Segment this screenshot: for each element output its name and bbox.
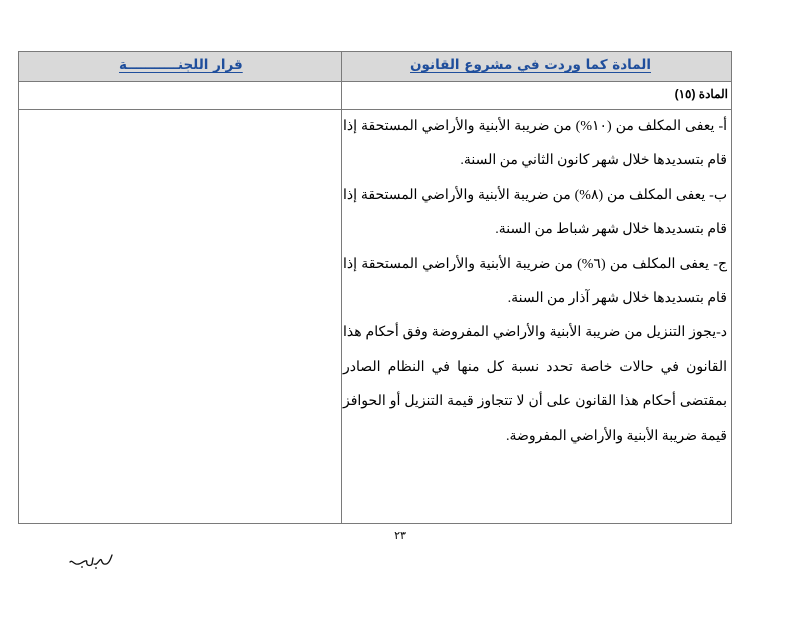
clause-b: ب- يعفى المكلف من (٨%) من ضريبة الأبنية والأراضي المستحقة إذا قام بتسديدها خلال شهر شباط من السنة. — [343, 187, 728, 238]
header-law-article: المادة كما وردت في مشروع القانون — [410, 57, 651, 73]
table-header-row — [19, 52, 731, 82]
comparison-table — [18, 51, 732, 524]
clause-d: د-يجوز التنزيل من ضريبة الأبنية والأراضي المفروضة وفق أحكام هذا القانون في حالات خاصة تحدد نسبة كل منها في النظام الصادر بمقتضى أحكام هذا القانون على أن لا تتجاوز قيمة التنزيل أو الحوافز قيمة ضريبة الأبنية والأراضي المفروضة. — [343, 325, 727, 444]
column-divider — [341, 52, 342, 523]
clause-c: ج- يعفى المكلف من (٦%) من ضريبة الأبنية والأراضي المستحقة إذا قام بتسديدها خلال شهر آذار من السنة. — [343, 256, 727, 307]
handwritten-signature — [66, 549, 116, 571]
page-number: ٢٣ — [394, 529, 406, 542]
article-title-row — [19, 82, 731, 110]
article-body-cell — [343, 110, 727, 454]
article-title: المادة (١٥) — [674, 87, 728, 101]
header-committee-decision: قرار اللجنـــــــــــة — [119, 57, 243, 73]
committee-decision-cell — [19, 110, 339, 520]
clause-a: أ- يعفى المكلف من (١٠%) من ضريبة الأبنية والأراضي المستحقة إذا قام بتسديدها خلال شهر كانون الثاني من السنة. — [343, 119, 727, 169]
